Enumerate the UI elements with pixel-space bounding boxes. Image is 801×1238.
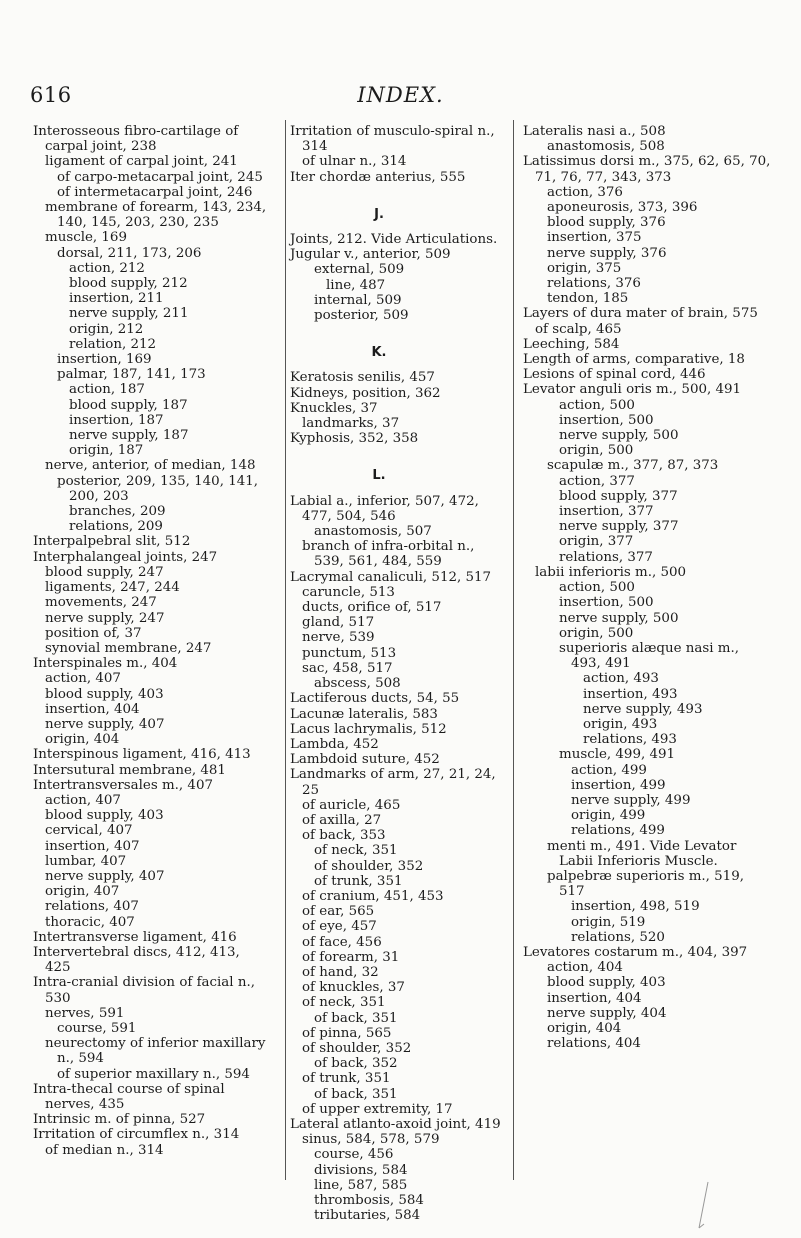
index-entry: blood supply, 403 <box>547 975 666 991</box>
index-entry: insertion, 404 <box>547 990 642 1006</box>
index-entry: origin, 493 <box>583 716 658 732</box>
index-entry: action, 500 <box>559 397 635 413</box>
index-entry: of trunk, 351 <box>302 1071 391 1087</box>
index-entry: external, 509 <box>314 262 405 278</box>
index-entry: menti m., 491. Vide Levator Labii Inferioris Muscle. <box>547 838 737 869</box>
index-entry: nerve supply, 377 <box>559 519 679 535</box>
index-entry: nerve supply, 404 <box>547 1005 667 1021</box>
index-entry: action, 499 <box>571 762 647 778</box>
index-entry: membrane of forearm, 143, 234, 140, 145, 203, 230, 235 <box>45 200 267 231</box>
index-entry: action, 376 <box>547 184 623 200</box>
index-entry: nerve, anterior, of median, 148 <box>45 458 256 474</box>
index-entry: thoracic, 407 <box>45 914 135 930</box>
index-entry: Iter chordæ anterius, 555 <box>290 169 466 185</box>
index-entry: insertion, 500 <box>559 595 654 611</box>
index-entry: action, 407 <box>45 792 121 808</box>
index-entry: Intervertebral discs, 412, 413, 425 <box>33 944 240 976</box>
index-entry: ligaments, 247, 244 <box>45 580 180 596</box>
index-entry: relations, 209 <box>69 519 163 535</box>
index-entry: Irritation of circumflex n., 314 <box>33 1127 240 1143</box>
index-entry: origin, 500 <box>559 625 634 641</box>
index-entry: gland, 517 <box>302 615 375 631</box>
index-entry: position of, 37 <box>45 625 142 641</box>
index-entry: Latissimus dorsi m., 375, 62, 65, 70, 71, 76, 77, 343, 373 <box>523 154 771 185</box>
index-entry: superioris alæque nasi m., 493, 491 <box>559 640 740 672</box>
index-entry: Lambdoid suture, 452 <box>290 752 440 768</box>
pencil-mark <box>696 1180 710 1232</box>
index-entry: Kyphosis, 352, 358 <box>290 431 419 447</box>
running-head: INDEX. <box>357 83 444 107</box>
index-entry: origin, 407 <box>45 884 120 900</box>
index-entry: nerve, 539 <box>302 630 375 646</box>
index-entry: of auricle, 465 <box>302 797 401 813</box>
index-entry: of ear, 565 <box>302 904 375 920</box>
letter-heading: L. <box>372 468 386 484</box>
index-entry: origin, 187 <box>69 443 144 459</box>
index-entry: muscle, 169 <box>45 230 127 246</box>
index-column-1 <box>33 124 268 1158</box>
index-entry: nerve supply, 247 <box>45 610 165 626</box>
index-entry: insertion, 169 <box>57 352 152 368</box>
index-entry: ligament of carpal joint, 241 <box>45 154 238 170</box>
index-entry: Layers of dura mater of brain, 575 <box>523 306 758 322</box>
index-entry: Interpalpebral slit, 512 <box>33 534 191 550</box>
index-entry: scapulæ m., 377, 87, 373 <box>547 458 719 474</box>
index-column-2 <box>290 124 508 1223</box>
index-entry: nerve supply, 211 <box>69 306 189 322</box>
index-entry: line, 587, 585 <box>314 1177 408 1193</box>
index-entry: of carpo-metacarpal joint, 245 <box>57 169 263 185</box>
index-entry: Kidneys, position, 362 <box>290 385 441 401</box>
index-entry: Joints, 212. Vide Articulations. <box>290 232 498 248</box>
index-entry: origin, 212 <box>69 321 144 337</box>
index-entry: Lateralis nasi a., 508 <box>523 124 666 139</box>
index-entry: posterior, 509 <box>314 308 409 324</box>
index-entry: Lesions of spinal cord, 446 <box>523 367 706 383</box>
index-entry: origin, 404 <box>45 732 120 748</box>
index-entry: of back, 351 <box>314 1010 398 1026</box>
letter-heading: J. <box>374 206 384 222</box>
index-entry: sinus, 584, 578, 579 <box>302 1132 440 1148</box>
index-entry: ducts, orifice of, 517 <box>302 600 442 616</box>
index-entry: nerve supply, 493 <box>583 701 703 717</box>
index-entry: muscle, 499, 491 <box>559 747 676 763</box>
index-entry: internal, 509 <box>314 292 402 308</box>
index-entry: origin, 375 <box>547 260 622 276</box>
index-entry: insertion, 211 <box>69 291 164 307</box>
index-entry: tributaries, 584 <box>314 1208 421 1224</box>
index-entry: relations, 377 <box>559 549 653 565</box>
index-entry: Lateral atlanto-axoid joint, 419 <box>290 1116 501 1132</box>
index-entry: action, 500 <box>559 580 635 596</box>
index-entry: abscess, 508 <box>314 676 401 692</box>
index-entry: nerve supply, 407 <box>45 868 165 884</box>
page-number: 616 <box>30 83 72 107</box>
index-entry: Jugular v., anterior, 509 <box>290 247 451 263</box>
index-entry: Intra-thecal course of spinal nerves, 435 <box>33 1081 225 1112</box>
letter-heading: K. <box>371 345 387 361</box>
index-entry: Lacrymal canaliculi, 512, 517 <box>290 569 492 585</box>
index-entry: insertion, 498, 519 <box>571 899 700 915</box>
index-entry: course, 456 <box>314 1147 394 1163</box>
index-entry: caruncle, 513 <box>302 584 395 600</box>
index-entry: of eye, 457 <box>302 919 377 935</box>
index-entry: course, 591 <box>57 1020 137 1036</box>
index-entry: Interspinous ligament, 416, 413 <box>33 747 251 763</box>
index-entry: nerves, 591 <box>45 1005 125 1021</box>
index-entry: nerve supply, 500 <box>559 428 679 444</box>
index-entry: origin, 377 <box>559 534 634 550</box>
index-entry: of back, 353 <box>302 828 386 844</box>
column-divider-2 <box>513 120 514 1180</box>
index-entry: action, 212 <box>69 260 145 276</box>
index-entry: Levatores costarum m., 404, 397 <box>523 944 748 960</box>
index-entry: of back, 351 <box>314 1086 398 1102</box>
index-entry: palpebræ superioris m., 519, 517 <box>547 868 744 900</box>
index-entry: action, 407 <box>45 671 121 687</box>
index-entry: action, 493 <box>583 671 659 687</box>
index-entry: insertion, 187 <box>69 412 164 428</box>
index-entry: relations, 520 <box>571 929 665 945</box>
index-entry: insertion, 500 <box>559 412 654 428</box>
index-entry: origin, 499 <box>571 808 646 824</box>
index-entry: of back, 352 <box>314 1056 398 1072</box>
index-entry: of hand, 32 <box>302 964 379 980</box>
index-entry: Keratosis senilis, 457 <box>290 370 435 386</box>
index-entry: relations, 376 <box>547 276 641 292</box>
index-entry: action, 377 <box>559 473 635 489</box>
index-entry: of forearm, 31 <box>302 949 400 965</box>
index-entry: Lacunæ lateralis, 583 <box>290 706 438 722</box>
index-entry: relations, 499 <box>571 823 665 839</box>
index-entry: of cranium, 451, 453 <box>302 888 444 904</box>
index-entry: Irritation of musculo-spiral n., 314 <box>290 124 495 155</box>
index-entry: Lacus lachrymalis, 512 <box>290 721 447 737</box>
index-entry: Labial a., inferior, 507, 472, 477, 504, 546 <box>290 493 479 524</box>
index-entry: sac, 458, 517 <box>302 660 393 676</box>
index-entry: Intra-cranial division of facial n., 530 <box>33 975 255 1006</box>
index-entry: action, 187 <box>69 382 145 398</box>
index-entry: blood supply, 187 <box>69 397 188 413</box>
index-entry: Intertransversales m., 407 <box>33 777 213 793</box>
index-entry: branches, 209 <box>69 504 166 520</box>
index-entry: Lambda, 452 <box>290 736 379 752</box>
index-entry: of axilla, 27 <box>302 812 382 828</box>
index-entry: insertion, 377 <box>559 504 654 520</box>
index-entry: Interosseous fibro-cartilage of carpal joint, 238 <box>33 124 239 155</box>
index-entry: Levator anguli oris m., 500, 491 <box>523 382 742 398</box>
index-entry: anastomosis, 507 <box>314 524 432 540</box>
index-entry: Intrinsic m. of pinna, 527 <box>33 1112 206 1128</box>
index-entry: of intermetacarpal joint, 246 <box>57 184 253 200</box>
index-entry: of face, 456 <box>302 934 382 950</box>
index-entry: origin, 404 <box>547 1020 622 1036</box>
index-entry: of shoulder, 352 <box>302 1040 412 1056</box>
column-divider-1 <box>285 120 286 1180</box>
index-entry: Landmarks of arm, 27, 21, 24, 25 <box>290 767 496 798</box>
index-entry: neurectomy of inferior maxillary n., 594 <box>45 1036 266 1067</box>
index-entry: movements, 247 <box>45 595 157 611</box>
index-entry: of neck, 351 <box>314 843 398 859</box>
index-entry: Length of arms, comparative, 18 <box>523 352 745 368</box>
index-entry: posterior, 209, 135, 140, 141, 200, 203 <box>57 473 259 504</box>
index-entry: of knuckles, 37 <box>302 980 405 996</box>
index-entry: labii inferioris m., 500 <box>535 564 687 580</box>
index-entry: relation, 212 <box>69 336 157 352</box>
index-entry: blood supply, 376 <box>547 215 666 231</box>
index-entry: of shoulder, 352 <box>314 858 424 874</box>
index-entry: tendon, 185 <box>547 291 629 307</box>
index-entry: origin, 500 <box>559 443 634 459</box>
index-entry: divisions, 584 <box>314 1162 408 1178</box>
index-entry: nerve supply, 407 <box>45 716 165 732</box>
index-entry: blood supply, 377 <box>559 488 678 504</box>
index-entry: of neck, 351 <box>302 995 386 1011</box>
index-entry: aponeurosis, 373, 396 <box>547 200 698 216</box>
index-entry: insertion, 407 <box>45 838 140 854</box>
index-entry: Interphalangeal joints, 247 <box>33 549 218 565</box>
index-entry: Lactiferous ducts, 54, 55 <box>290 691 460 707</box>
index-entry: blood supply, 403 <box>45 686 164 702</box>
index-entry: Intertransverse ligament, 416 <box>33 929 237 945</box>
index-entry: of trunk, 351 <box>314 873 403 889</box>
index-entry: blood supply, 403 <box>45 808 164 824</box>
index-entry: dorsal, 211, 173, 206 <box>57 245 202 261</box>
index-entry: landmarks, 37 <box>302 416 400 432</box>
index-entry: nerve supply, 187 <box>69 428 189 444</box>
index-entry: of scalp, 465 <box>535 321 622 337</box>
index-entry: relations, 493 <box>583 732 677 748</box>
index-entry: of ulnar n., 314 <box>302 154 407 170</box>
index-entry: Knuckles, 37 <box>290 400 378 416</box>
index-entry: insertion, 499 <box>571 777 666 793</box>
index-entry: relations, 407 <box>45 899 139 915</box>
index-entry: cervical, 407 <box>45 823 133 839</box>
index-entry: lumbar, 407 <box>45 853 127 869</box>
index-entry: punctum, 513 <box>302 645 397 661</box>
index-entry: Interspinales m., 404 <box>33 656 178 672</box>
index-entry: insertion, 404 <box>45 701 140 717</box>
index-entry: nerve supply, 499 <box>571 792 691 808</box>
index-entry: Intersutural membrane, 481 <box>33 762 226 778</box>
index-entry: action, 404 <box>547 960 623 976</box>
index-entry: branch of infra-orbital n., 539, 561, 484, 559 <box>302 539 475 570</box>
index-entry: line, 487 <box>326 277 386 293</box>
index-entry: palmar, 187, 141, 173 <box>57 367 206 383</box>
index-entry: nerve supply, 376 <box>547 245 667 261</box>
index-entry: blood supply, 247 <box>45 564 164 580</box>
index-entry: nerve supply, 500 <box>559 610 679 626</box>
index-entry: of superior maxillary n., 594 <box>57 1066 250 1082</box>
index-column-3 <box>523 124 773 1051</box>
index-entry: insertion, 493 <box>583 686 678 702</box>
index-entry: origin, 519 <box>571 914 646 930</box>
index-entry: thrombosis, 584 <box>314 1193 424 1208</box>
index-entry: of median n., 314 <box>45 1142 164 1158</box>
index-entry: of upper extremity, 17 <box>302 1101 453 1117</box>
index-entry: relations, 404 <box>547 1036 641 1052</box>
index-entry: insertion, 375 <box>547 230 642 246</box>
index-entry: of pinna, 565 <box>302 1025 392 1041</box>
index-entry: Leeching, 584 <box>523 336 620 352</box>
index-entry: anastomosis, 508 <box>547 139 665 155</box>
index-entry: synovial membrane, 247 <box>45 640 212 656</box>
index-entry: blood supply, 212 <box>69 276 188 292</box>
